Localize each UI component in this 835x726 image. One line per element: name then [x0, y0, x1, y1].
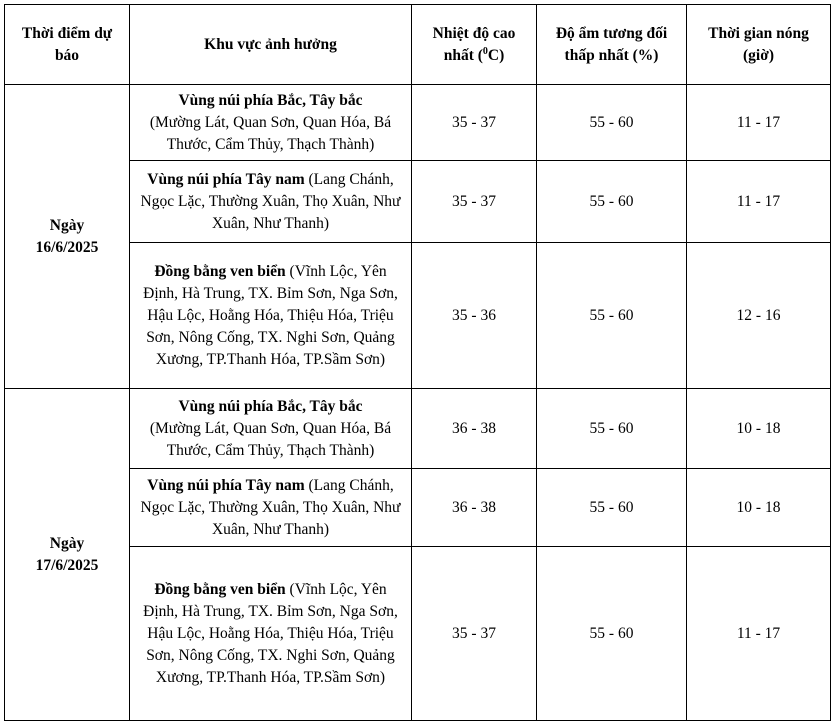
region-districts: (Vĩnh Lộc, Yên Định, Hà Trung, TX. Bỉm Sơn, Nga Sơn, Hậu Lộc, Hoằng Hóa, Thiệu Hóa, Triệu Sơn, Nông Cống, TX. Nghi Sơn, Quảng Xương, TP.Thanh Hóa, TP.Sầm Sơn) — [143, 580, 398, 686]
table-row — [5, 389, 831, 469]
temp-cell: 35 - 37 — [412, 161, 537, 243]
date-cell — [5, 389, 130, 721]
hours-cell: 12 - 16 — [687, 243, 831, 389]
region-cell — [130, 161, 412, 243]
region-cell — [130, 389, 412, 469]
temp-cell: 36 - 38 — [412, 389, 537, 469]
humidity-cell: 55 - 60 — [537, 469, 687, 547]
humidity-cell: 55 - 60 — [537, 85, 687, 161]
humidity-cell: 55 - 60 — [537, 161, 687, 243]
header-row — [5, 5, 831, 85]
date-value: 17/6/2025 — [35, 556, 99, 574]
region-cell — [130, 469, 412, 547]
temp-cell: 35 - 37 — [412, 85, 537, 161]
region-districts: (Mường Lát, Quan Sơn, Quan Hóa, Bá Thước, Cẩm Thủy, Thạch Thành) — [149, 113, 392, 153]
region-districts: (Lang Chánh, Ngọc Lặc, Thường Xuân, Thọ Xuân, Như Xuân, Như Thanh) — [140, 170, 401, 232]
region-districts: (Vĩnh Lộc, Yên Định, Hà Trung, TX. Bỉm Sơn, Nga Sơn, Hậu Lộc, Hoằng Hóa, Thiệu Hóa, Triệu Sơn, Nông Cống, TX. Nghi Sơn, Quảng Xương, TP.Thanh Hóa, TP.Sầm Sơn) — [143, 262, 398, 368]
date-label: Ngày — [49, 534, 85, 552]
header-area: Khu vực ảnh hưởng — [130, 5, 412, 85]
region-name: Đồng bằng ven biển — [154, 262, 286, 280]
header-temp-suffix: C) — [487, 46, 505, 64]
humidity-cell: 55 - 60 — [537, 243, 687, 389]
header-temp-prefix: Nhiệt độ cao nhất ( — [432, 24, 516, 64]
region-name: Vùng núi phía Bắc, Tây bắc — [178, 91, 363, 109]
date-label: Ngày — [49, 216, 85, 234]
date-cell — [5, 85, 130, 389]
header-humidity: Độ ẩm tương đối thấp nhất (%) — [537, 5, 687, 85]
header-time: Thời điểm dự báo — [5, 5, 130, 85]
region-cell — [130, 243, 412, 389]
date-value: 16/6/2025 — [35, 238, 99, 256]
region-name: Vùng núi phía Tây nam — [147, 170, 305, 188]
region-districts: (Mường Lát, Quan Sơn, Quan Hóa, Bá Thước, Cẩm Thủy, Thạch Thành) — [149, 419, 392, 459]
header-hours: Thời gian nóng (giờ) — [687, 5, 831, 85]
region-cell — [130, 85, 412, 161]
hours-cell: 11 - 17 — [687, 85, 831, 161]
header-temp — [412, 5, 537, 85]
region-name: Vùng núi phía Tây nam — [147, 476, 305, 494]
region-cell — [130, 547, 412, 721]
temp-cell: 35 - 36 — [412, 243, 537, 389]
table-row — [5, 85, 831, 161]
hours-cell: 10 - 18 — [687, 389, 831, 469]
hours-cell: 11 - 17 — [687, 161, 831, 243]
region-name: Vùng núi phía Bắc, Tây bắc — [178, 397, 363, 415]
temp-cell: 36 - 38 — [412, 469, 537, 547]
humidity-cell: 55 - 60 — [537, 547, 687, 721]
region-districts: (Lang Chánh, Ngọc Lặc, Thường Xuân, Thọ Xuân, Như Xuân, Như Thanh) — [140, 476, 401, 538]
region-name: Đồng bằng ven biển — [154, 580, 286, 598]
temp-cell: 35 - 37 — [412, 547, 537, 721]
forecast-table — [4, 4, 831, 721]
header-temp-sup: 0 — [482, 45, 488, 57]
humidity-cell: 55 - 60 — [537, 389, 687, 469]
hours-cell: 10 - 18 — [687, 469, 831, 547]
hours-cell: 11 - 17 — [687, 547, 831, 721]
